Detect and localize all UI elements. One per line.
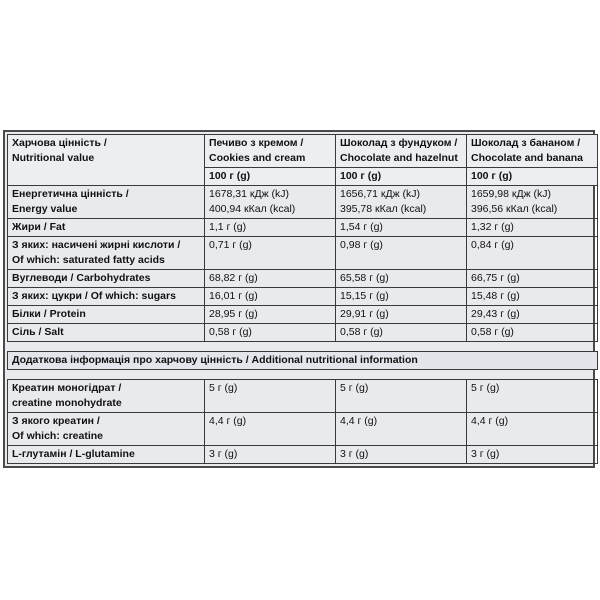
nutrient-label-cell-text: Energy value [12, 203, 78, 215]
nutrient-label-cell-text: Of which: saturated fatty acids [12, 254, 165, 266]
nutrient-label-cell-text: З яких: цукри / Of which: sugars [12, 290, 176, 302]
nutrient-label-cell-text: Вуглеводи / Carbohydrates [12, 272, 151, 284]
nutrient-value-cell-text: 68,82 г (g) [209, 272, 258, 284]
nutrient-label-cell-text: Енергетична цінність / [12, 188, 129, 200]
nutrient-value-cell-text: 1,54 г (g) [340, 221, 383, 233]
nutrient-value-cell-text: 4,4 г (g) [209, 415, 247, 427]
nutrient-value-cell [205, 219, 336, 237]
nutrient-value-cell [205, 380, 336, 413]
header-label-cell-text: Харчова цінність / [12, 137, 107, 149]
product-name-cell [467, 135, 598, 168]
nutrient-label-cell [8, 288, 205, 306]
nutrient-value-cell [467, 380, 598, 413]
nutrient-value-cell-text: 4,4 г (g) [340, 415, 378, 427]
spacer-cell [8, 370, 598, 380]
product-name-cell-text: Chocolate and hazelnut [340, 152, 458, 164]
nutrient-value-cell-text: 5 г (g) [471, 382, 500, 394]
nutrient-value-cell [205, 237, 336, 270]
product-name-cell [205, 135, 336, 168]
nutrient-label-cell [8, 380, 205, 413]
nutrient-row [8, 270, 598, 288]
nutrient-value-cell-text: 0,58 г (g) [471, 326, 514, 338]
nutrient-value-cell [205, 186, 336, 219]
nutrient-value-cell [336, 413, 467, 446]
nutrient-label-cell-text: Жири / Fat [12, 221, 66, 233]
nutrient-label-cell [8, 237, 205, 270]
nutrient-value-cell-text: 3 г (g) [340, 448, 369, 460]
nutrient-value-cell-text: 15,15 г (g) [340, 290, 389, 302]
table-spacer [8, 370, 598, 380]
nutrient-value-cell-text: 29,91 г (g) [340, 308, 389, 320]
section-title: Додаткова інформація про харчову цінність / Additional nutritional information [8, 352, 598, 370]
nutrient-label-cell [8, 186, 205, 219]
nutrient-value-cell-text: 5 г (g) [209, 382, 238, 394]
nutrient-value-cell [336, 186, 467, 219]
nutrient-label-cell [8, 413, 205, 446]
nutrition-panel [3, 130, 595, 468]
serving-size-cell: 100 г (g) [205, 168, 336, 186]
serving-size-cell: 100 г (g) [336, 168, 467, 186]
nutrient-row [8, 288, 598, 306]
nutrient-value-cell [336, 270, 467, 288]
nutrient-row [8, 413, 598, 446]
nutrient-value-cell [205, 413, 336, 446]
nutrient-value-cell-text: 1,32 г (g) [471, 221, 514, 233]
nutrient-label-cell [8, 270, 205, 288]
nutrient-value-cell-text: 15,48 г (g) [471, 290, 520, 302]
nutrient-label-cell-text: З яких: насичені жирні кислоти / [12, 239, 181, 251]
nutrient-row [8, 237, 598, 270]
nutrient-value-cell [467, 413, 598, 446]
nutrient-label-cell-text: Of which: creatine [12, 430, 104, 442]
nutrient-value-cell [336, 380, 467, 413]
product-name-cell [336, 135, 467, 168]
nutrient-value-cell-text: 0,58 г (g) [340, 326, 383, 338]
nutrient-value-cell [336, 288, 467, 306]
nutrient-value-cell-text: 395,78 кКал (kcal) [340, 203, 427, 215]
nutrient-value-cell [467, 219, 598, 237]
table-spacer [8, 342, 598, 352]
nutrient-value-cell [336, 219, 467, 237]
nutrient-value-cell [205, 270, 336, 288]
nutrient-value-cell-text: 5 г (g) [340, 382, 369, 394]
nutrient-value-cell-text: 1,1 г (g) [209, 221, 247, 233]
product-name-cell-text: Шоколад з фундуком / [340, 137, 458, 149]
nutrient-value-cell-text: 4,4 г (g) [471, 415, 509, 427]
nutrient-value-cell-text: 0,98 г (g) [340, 239, 383, 251]
nutrient-value-cell [467, 306, 598, 324]
nutrient-value-cell [467, 186, 598, 219]
spacer-cell [8, 342, 598, 352]
additional-info-row [8, 352, 598, 370]
nutrient-value-cell [336, 446, 467, 464]
header-label-cell [8, 135, 205, 186]
nutrient-value-cell-text: 1678,31 кДж (kJ) [209, 188, 290, 200]
nutrient-value-cell [205, 288, 336, 306]
nutrient-value-cell [336, 324, 467, 342]
nutrient-value-cell-text: 1656,71 кДж (kJ) [340, 188, 421, 200]
nutrient-value-cell-text: 1659,98 кДж (kJ) [471, 188, 552, 200]
nutrient-row [8, 186, 598, 219]
nutrient-value-cell-text: 65,58 г (g) [340, 272, 389, 284]
nutrient-label-cell-text: creatine monohydrate [12, 397, 122, 409]
nutrient-value-cell [467, 446, 598, 464]
nutrient-value-cell [336, 237, 467, 270]
nutrient-value-cell-text: 3 г (g) [209, 448, 238, 460]
nutrient-label-cell [8, 306, 205, 324]
serving-size-cell: 100 г (g) [467, 168, 598, 186]
nutrient-value-cell-text: 400,94 кКал (kcal) [209, 203, 296, 215]
nutrient-value-cell [467, 288, 598, 306]
nutrient-value-cell-text: 0,71 г (g) [209, 239, 252, 251]
nutrient-value-cell-text: 3 г (g) [471, 448, 500, 460]
nutrient-label-cell-text: Сіль / Salt [12, 326, 64, 338]
nutrient-value-cell-text: 0,84 г (g) [471, 239, 514, 251]
nutrient-value-cell [467, 270, 598, 288]
product-name-cell-text: Печиво з кремом / [209, 137, 304, 149]
nutrient-label-cell-text: З якого креатин / [12, 415, 100, 427]
nutrient-value-cell-text: 396,56 кКал (kcal) [471, 203, 558, 215]
nutrient-value-cell [467, 237, 598, 270]
nutrient-value-cell-text: 16,01 г (g) [209, 290, 258, 302]
nutrient-label-cell [8, 219, 205, 237]
nutrient-value-cell [205, 306, 336, 324]
product-name-cell-text: Chocolate and banana [471, 152, 584, 164]
nutrient-row [8, 380, 598, 413]
nutrient-row [8, 306, 598, 324]
nutrient-value-cell [205, 324, 336, 342]
nutrient-value-cell-text: 0,58 г (g) [209, 326, 252, 338]
product-name-cell-text: Cookies and cream [209, 152, 306, 164]
nutrient-value-cell-text: 29,43 г (g) [471, 308, 520, 320]
product-name-cell-text: Шоколад з бананом / [471, 137, 581, 149]
header-label-cell-text: Nutritional value [12, 152, 95, 164]
nutrient-row [8, 324, 598, 342]
nutrient-value-cell-text: 66,75 г (g) [471, 272, 520, 284]
nutrient-value-cell [336, 306, 467, 324]
nutrient-label-cell-text: Білки / Protein [12, 308, 86, 320]
nutrient-row [8, 219, 598, 237]
nutrient-value-cell [205, 446, 336, 464]
header-row [8, 135, 598, 168]
nutrient-value-cell [467, 324, 598, 342]
nutrition-table [7, 134, 598, 464]
nutrient-label-cell-text: Креатин моногідрат / [12, 382, 122, 394]
nutrient-label-cell [8, 446, 205, 464]
nutrient-row [8, 446, 598, 464]
nutrient-label-cell [8, 324, 205, 342]
nutrient-label-cell-text: L-глутамін / L-glutamine [12, 448, 135, 460]
nutrient-value-cell-text: 28,95 г (g) [209, 308, 258, 320]
